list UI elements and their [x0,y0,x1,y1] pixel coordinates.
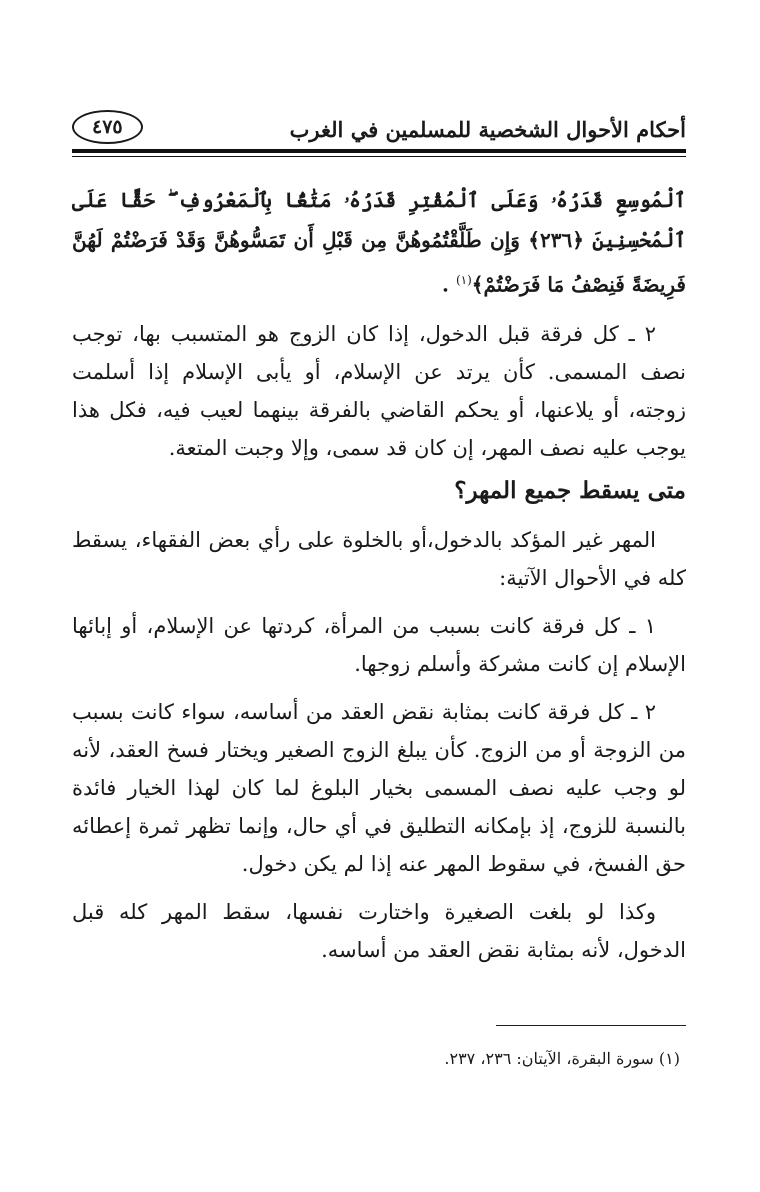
paragraph-5: وكذا لو بلغت الصغيرة واختارت نفسها، سقط المهر كله قبل الدخول، لأنه بمثابة نقض العقد من أساسه. [72,899,686,962]
header-rule-thick [72,149,686,153]
page-number: ٤٧٥ [72,110,143,144]
page-header [72,96,686,148]
footnote-separator [496,1025,686,1026]
footnote-marker: (١) [455,273,472,287]
quran-verse-text: ٱلْمُوسِعِ قَدَرُهُۥ وَعَلَى ٱلْمُقْتِرِ قَدَرُهُۥ مَتَٰعًۢا بِٱلْمَعْرُوفِ ۖ حَقًّا عَلَى ٱلْمُحْسِنِينَ ﴿٢٣٦﴾ وَإِن طَلَّقْتُمُوهُنَّ مِن قَبْلِ أَن تَمَسُّوهُنَّ وَقَدْ فَرَضْتُمْ لَهُنَّ فَرِيضَةً فَنِصْفُ مَا فَرَضْتُمْ﴾ [72,188,687,297]
footnote: (١) سورة البقرة، الآيتان: ٢٣٦، ٢٣٧. [444,1049,680,1068]
paragraph-2: المهر غير المؤكد بالدخول،أو بالخلوة على رأي بعض الفقهاء، يسقط كله في الأحوال الآتية: [72,527,686,590]
paragraph-4: ٢ ـ كل فرقة كانت بمثابة نقض العقد من أساسه، سواء كانت بسبب من الزوجة أو من الزوج. كأن يبلغ الزوج الصغير ويختار فسخ العقد، لأنه لو وجب عليه نصف المسمى بخيار البلوغ لما كان لهذا الخيار فائدة بالنسبة للزوج، إذ بإمكانه التطليق في أي حال، وإنما تظهر ثمرة إعطائه حق الفسخ، في سقوط المهر عنه إذا لم يكن دخول. [72,699,686,876]
quran-verse [72,180,686,305]
body-text [72,180,686,969]
paragraph-3: ١ ـ كل فرقة كانت بسبب من المرأة، كردتها عن الإسلام، أو إبائها الإسلام إن كانت مشركة وأسلم زوجها. [72,613,686,676]
quran-verse-end: . [442,272,456,297]
header-rule-thin [72,156,686,157]
section-heading: متى يسقط جميع المهر؟ [454,476,686,504]
paragraph-1: ٢ ـ كل فرقة قبل الدخول، إذا كان الزوج هو المتسبب بها، توجب نصف المسمى. كأن يرتد عن الإسلام، أو يأبى الإسلام إذا أسلمت زوجته، أو يلاعنها، أو يحكم القاضي بالفرقة بينهما لعيب فيه، فكل هذا يوجب عليه نصف المهر، إن كان قد سمى، وإلا وجبت المتعة. [72,321,686,460]
running-title: أحكام الأحوال الشخصية للمسلمين في الغرب [289,117,686,142]
